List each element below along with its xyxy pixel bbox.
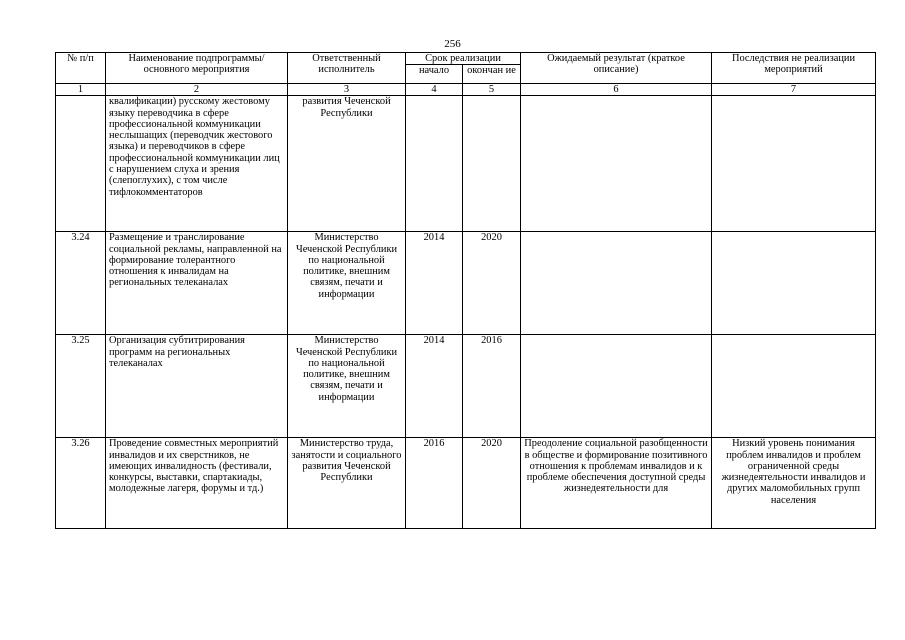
row-consequences: Низкий уровень понимания проблем инвалидов и проблем ограниченной среды жизнедеятельности инвалидов и других маломобильных групп населения: [712, 438, 876, 529]
row-end: 2016: [463, 335, 521, 438]
row-responsible: Министерство труда, занятости и социального развития Чеченской Республики: [288, 438, 406, 529]
row-expected: [521, 232, 712, 335]
row-start: 2014: [406, 335, 463, 438]
row-responsible: Министерство Чеченской Республики по национальной политике, внешним связям, печати и информации: [288, 335, 406, 438]
col-number-2: 2: [106, 84, 288, 96]
table-row: [56, 96, 876, 232]
row-num: 3.26: [56, 438, 106, 529]
col-number-3: 3: [288, 84, 406, 96]
row-consequences: [712, 335, 876, 438]
row-end: [463, 96, 521, 232]
row-name: Организация субтитрирования программ на региональных телеканалах: [106, 335, 288, 438]
header-name: Наименование подпрограммы/ основного мероприятия: [106, 53, 288, 84]
table-row: [56, 438, 876, 529]
page-number: 256: [444, 38, 461, 50]
col-number-7: 7: [712, 84, 876, 96]
row-end: 2020: [463, 438, 521, 529]
col-number-6: 6: [521, 84, 712, 96]
header-term: Срок реализации: [406, 53, 521, 65]
row-expected: Преодоление социальной разобщенности в обществе и формирование позитивного отношения к проблемам инвалидов и к проблеме обеспечения доступной среды жизнедеятельности для: [521, 438, 712, 529]
row-name: Проведение совместных мероприятий инвалидов и их сверстников, не имеющих инвалидность (фестивали, конкурсы, выставки, спартакиады, молодежные лагеря, форумы и тд.): [106, 438, 288, 529]
row-start: [406, 96, 463, 232]
row-name: Размещение и транслирование социальной рекламы, направленной на формирование толерантного отношения к инвалидам на региональных телеканалах: [106, 232, 288, 335]
header-num: № п/п: [56, 53, 106, 84]
row-expected: [521, 335, 712, 438]
row-num: [56, 96, 106, 232]
program-table: [55, 52, 876, 529]
row-responsible: Министерство Чеченской Республики по национальной политике, внешним связям, печати и информации: [288, 232, 406, 335]
table-row: [56, 232, 876, 335]
row-end: 2020: [463, 232, 521, 335]
row-start: 2014: [406, 232, 463, 335]
col-number-1: 1: [56, 84, 106, 96]
row-expected: [521, 96, 712, 232]
header-start: начало: [406, 65, 463, 84]
header-consequences: Последствия не реализации мероприятий: [712, 53, 876, 84]
col-number-5: 5: [463, 84, 521, 96]
row-num: 3.24: [56, 232, 106, 335]
row-num: 3.25: [56, 335, 106, 438]
row-name: квалификации) русскому жестовому языку переводчика в сфере профессиональной коммуникации неслышащих (переводчик жестового языка) и переводчиков в сфере профессиональной коммуникации лиц с нарушением слуха и зрения (слепоглухих), с том числе тифлокомментаторов: [106, 96, 288, 232]
row-responsible: развития Чеченской Республики: [288, 96, 406, 232]
row-consequences: [712, 232, 876, 335]
header-end: окончан ие: [463, 65, 521, 84]
row-consequences: [712, 96, 876, 232]
header-expected: Ожидаемый результат (краткое описание): [521, 53, 712, 84]
table-row: [56, 335, 876, 438]
col-number-4: 4: [406, 84, 463, 96]
header-responsible: Ответственный исполнитель: [288, 53, 406, 84]
row-start: 2016: [406, 438, 463, 529]
